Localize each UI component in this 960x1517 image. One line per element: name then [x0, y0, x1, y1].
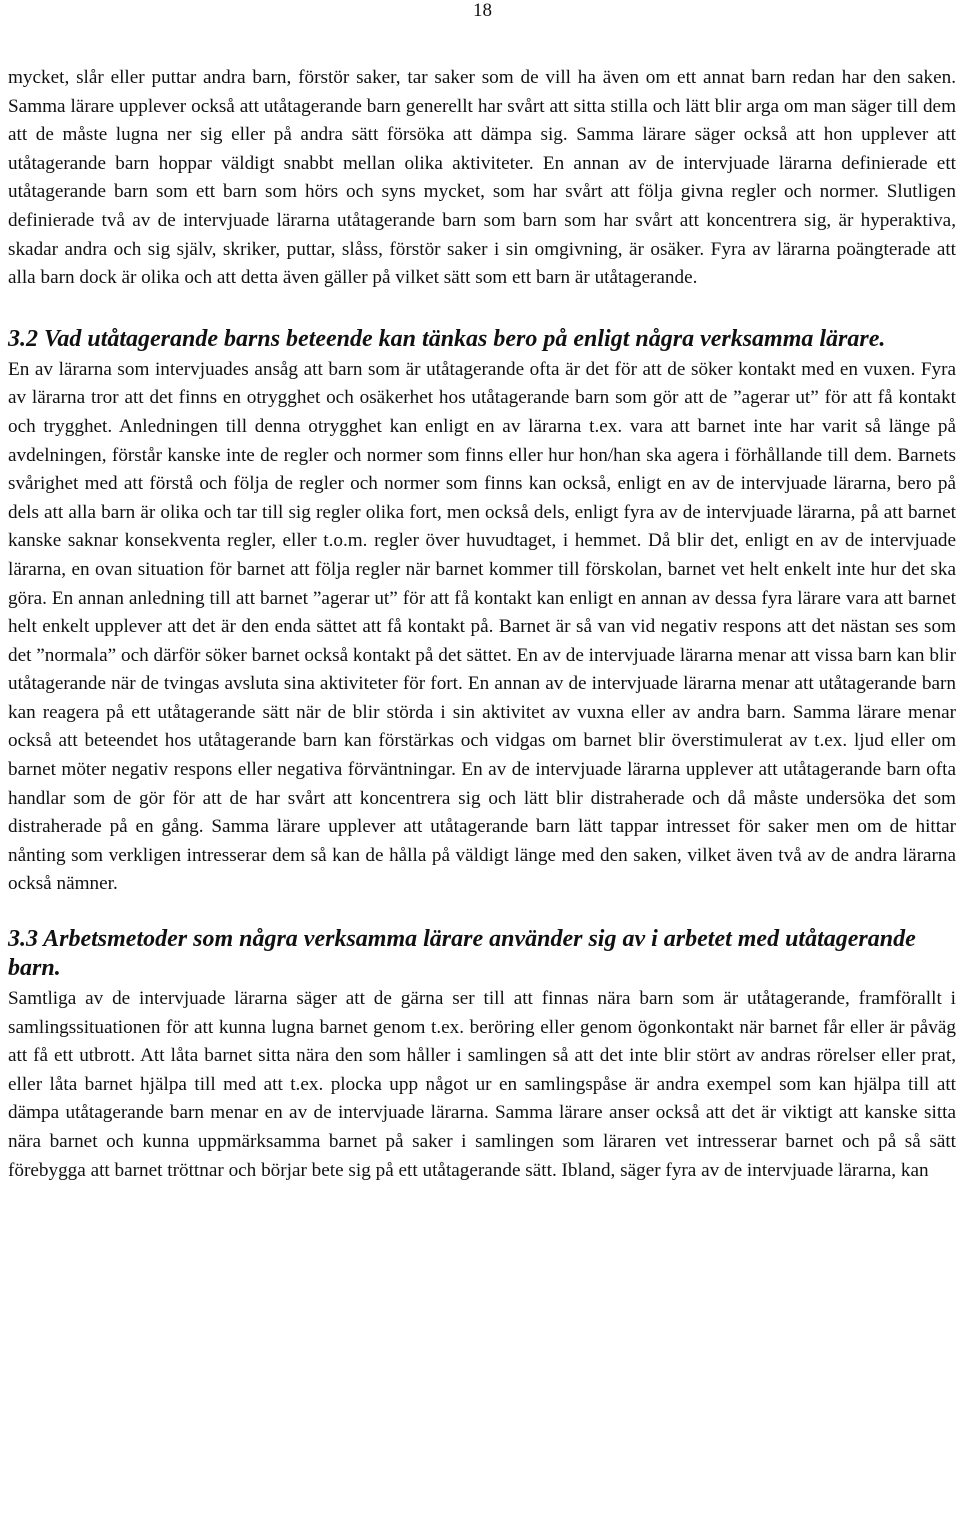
- section-heading-3-2: 3.2 Vad utåtagerande barns beteende kan tänkas bero på enligt några verksamma lärare.: [8, 325, 886, 352]
- paragraph-definitions: mycket, slår eller puttar andra barn, förstör saker, tar saker som de vill ha även om ett annat barn redan har den saken. Samma lärare upplever också att utåtagerande barn generellt har svårt att sitta stilla och lätt blir arga om man säger till dem att de måste lugna ner sig eller på andra sätt försöka att dämpa sig. Samma lärare säger också att hon upplever att utåtagerande barn hoppar väldigt snabbt mellan olika aktiviteter. En annan av de intervjuade lärarna definierade ett utåtagerande barn som ett barn som hörs och syns mycket, som har svårt att följa givna regler och normer. Slutligen definierade två av de intervjuade lärarna utåtagerande barn som barn som har svårt att koncentrera sig, är hyperaktiva, skadar andra och sig själv, skriker, puttar, slåss, förstör saker i sin omgivning, är osäker. Fyra av lärarna poängterade att alla barn dock är olika och att detta även gäller på vilket sätt som ett barn är utåtagerande.: [8, 67, 956, 289]
- document-body: [8, 64, 956, 1185]
- section-heading-3-3: 3.3 Arbetsmetoder som några verksamma lärare använder sig av i arbetet med utåtagerande barn.: [8, 926, 916, 982]
- paragraph-causes: En av lärarna som intervjuades ansåg att barn som är utåtagerande ofta är det för att de söker kontakt med en vuxen. Fyra av lärarna tror att det finns en otrygghet och osäkerhet hos utåtagerande barn som gör att de ”agerar ut” för att få kontakt och trygghet. Anledningen till denna otrygghet kan enligt en av lärarna t.ex. vara att barnet inte har varit så länge på avdelningen, förstår kanske inte de regler och normer som finns eller hur hon/han ska agera i förhållande till dem. Barnets svårighet med att förstå och följa de regler och normer som finns kan också, enligt en av de intervjuade lärarna, bero på dels att alla barn är olika och tar till sig regler olika fort, men också dels, enligt fyra av de intervjuade lärarna, på att barnet kanske saknar konsekventa regler, eller t.o.m. regler över huvudtaget, i hemmet. Då blir det, enligt en av de intervjuade lärarna, en ovan situation för barnet att följa regler när barnet kommer till förskolan, barnet vet helt enkelt inte hur det ska göra. En annan anledning till att barnet ”agerar ut” för att få kontakt kan enligt en annan av dessa fyra lärare vara att barnet helt enkelt upplever att det är den enda sättet att få kontakt på. Barnet är så van vid negativ respons att det nästan ses som det ”normala” och därför söker barnet också kontakt på det sättet. En av de intervjuade lärarna menar att vissa barn kan blir utåtagerande när de tvingas avsluta sina aktiviteter för fort. En annan av de intervjuade lärarna menar att utåtagerande barn kan reagera på ett utåtagerande sätt när de blir störda i sin aktivitet av vuxna eller av andra barn. Samma lärare menar också att beteendet hos utåtagerande barn kan förstärkas och vidgas om barnet blir överstimulerat av t.ex. ljud eller om barnet möter negativ respons eller negativa förväntningar. En av de intervjuade lärarna upplever att utåtagerande barn ofta handlar som de gör för att de har svårt att koncentrera sig och lätt blir distraherade och då måste undersöka det som distraherade på en gång. Samma lärare upplever att utåtagerande barn lätt tappar intresset för saker men om de hittar nånting som verkligen intresserar dem så kan de hålla på väldigt länge med den saken, vilket även två av de andra lärarna också nämner.: [8, 358, 956, 895]
- paragraph-methods: Samtliga av de intervjuade lärarna säger att de gärna ser till att finnas nära barn som är utåtagerande, framförallt i samlingssituationen för att kunna lugna barnet genom t.ex. beröring eller genom ögonkontakt när barnet får eller är påväg att få ett utbrott. Att låta barnet sitta nära den som håller i samlingen så att det inte blir stört av andras rörelser eller prat, eller låta barnet hjälpa till med att t.ex. plocka upp något ur en samlingspåse är andra exempel som kan hjälpa till att dämpa utåtagerande barn menar en av de intervjuade lärarna. Samma lärare anser också att det är viktigt att kanske sitta nära barnet och kunna uppmärksamma barnet på saker i samlingen som läraren vet intresserar barnet och på så sätt förebygga att barnet tröttnar och börjar bete sig på ett utåtagerande sätt. Ibland, säger fyra av de intervjuade lärarna, kan: [8, 988, 956, 1181]
- page-number: 18: [473, 0, 492, 21]
